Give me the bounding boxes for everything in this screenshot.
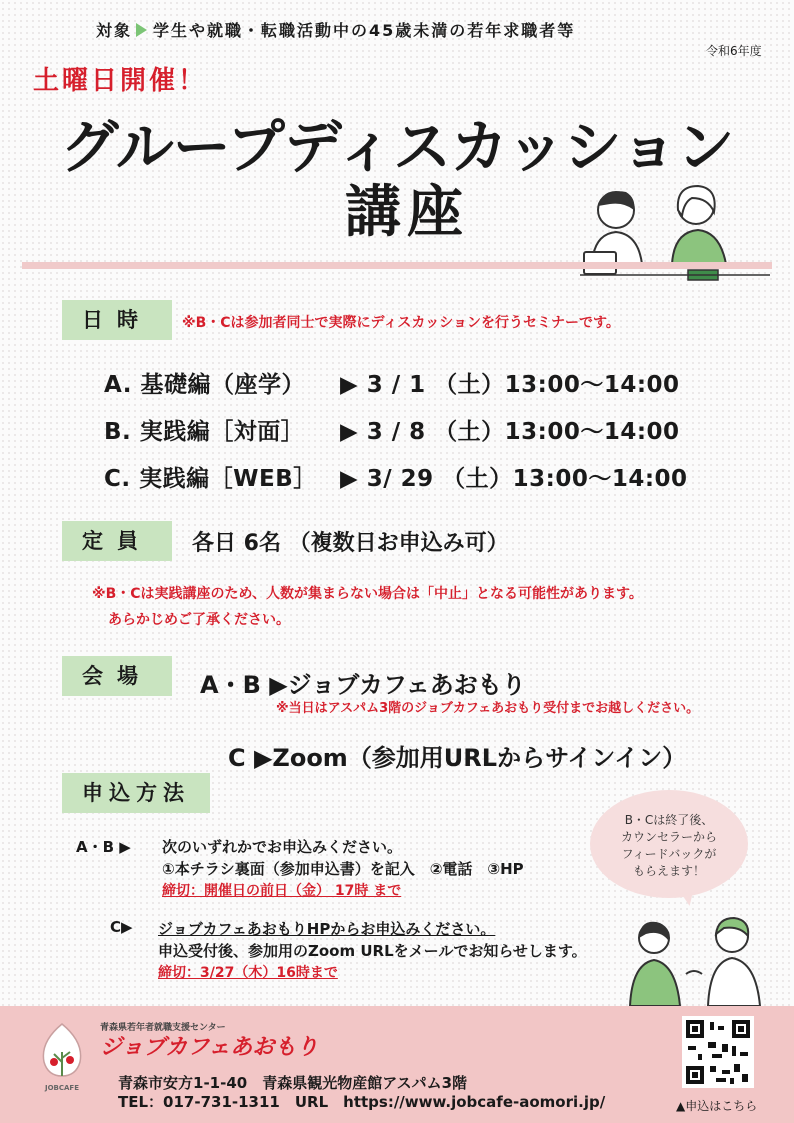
logo-text: JOBCAFE (44, 1084, 79, 1092)
triangle-icon (136, 23, 147, 37)
venue-c: C ▶Zoom（参加用URLからサインイン） (228, 744, 687, 772)
session-row (104, 460, 688, 493)
apply-c-head: C▶ (110, 918, 133, 936)
bubble-text (592, 812, 746, 880)
venue-ab-note: ※当日はアスパム3階のジョブカフェあおもり受付までお越しください。 (276, 701, 700, 716)
bubble-line: フィードバックが (621, 847, 717, 861)
bubble-line: もらえます！ (632, 864, 705, 878)
session-date: ▶ 3 / 8 （土）13:00〜14:00 (340, 419, 680, 445)
page-subtitle: 講座 (345, 180, 469, 245)
capacity-label: 定員 (62, 521, 172, 561)
session-row (104, 413, 680, 446)
counselor-illustration (624, 912, 774, 1006)
target-line (96, 18, 575, 41)
footer-address: 青森市安方1-1-40 青森県観光物産館アスパム3階 (118, 1074, 468, 1092)
qr-code[interactable] (682, 1016, 754, 1088)
apply-c-line2: 申込受付後、参加用のZoom URLをメールでお知らせします。 (158, 942, 587, 960)
header-divider (22, 262, 772, 269)
bubble-tail (679, 887, 698, 908)
datetime-note: ※B・Cは参加者同士で実際にディスカッションを行うセミナーです。 (182, 315, 620, 331)
session-name: B. 実践編［対面］ (104, 419, 305, 445)
footer-contact: TEL：017-731-1311 URL https://www.jobcafe-aomori.jp/ (118, 1093, 606, 1111)
jobcafe-logo-icon (40, 1022, 84, 1086)
capacity-note: ※B・Cは実践講座のため、人数が集まらない場合は「中止」となる可能性があります。 (92, 586, 643, 602)
apply-c-deadline: 締切：3/27（木）16時まで (158, 965, 338, 981)
capacity-value: 各日 6名 （複数日お申込み可） (192, 531, 509, 556)
qr-caption: ▲申込はこちら (676, 1099, 758, 1113)
apply-ab-head: A・B ▶ (76, 838, 131, 856)
org-small: 青森県若年者就職支援センター (100, 1023, 226, 1033)
datetime-label: 日時 (62, 300, 172, 340)
session-name: C. 実践編［WEB］ (104, 466, 317, 492)
saturday-badge: 土曜日開催！ (33, 66, 208, 96)
target-text: 学生や就職・転職活動中の45歳未満の若年求職者等 (153, 21, 576, 40)
apply-ab-line1: 次のいずれかでお申込みください。 (162, 838, 403, 856)
org-name: ジョブカフェあおもり (100, 1035, 319, 1060)
bubble-line: B・Cは終了後、 (624, 813, 714, 827)
apply-c-line1: ジョブカフェあおもりHPからお申込みください。 (158, 920, 496, 938)
fiscal-year: 令和6年度 (706, 44, 762, 58)
page-title: グループディスカッション (60, 113, 734, 181)
discussion-illustration (580, 176, 770, 286)
capacity-note-2: あらかじめご了承ください。 (108, 612, 290, 628)
session-date: ▶ 3/ 29 （土）13:00〜14:00 (340, 466, 688, 492)
apply-ab-line2: ①本チラシ裏面（参加申込書）を記入 ②電話 ③HP (162, 860, 524, 878)
session-name: A. 基礎編（座学） (104, 372, 305, 398)
venue-label: 会場 (62, 656, 172, 696)
session-date: ▶ 3 / 1 （土）13:00〜14:00 (340, 372, 680, 398)
session-row (104, 366, 680, 399)
apply-ab-deadline: 締切：開催日の前日（金） 17時 まで (162, 883, 402, 899)
apply-label: 申込方法 (62, 773, 210, 813)
bubble-line: カウンセラーから (620, 830, 717, 844)
target-label: 対象 (96, 21, 133, 40)
venue-ab: A・B ▶ジョブカフェあおもり (200, 671, 526, 699)
